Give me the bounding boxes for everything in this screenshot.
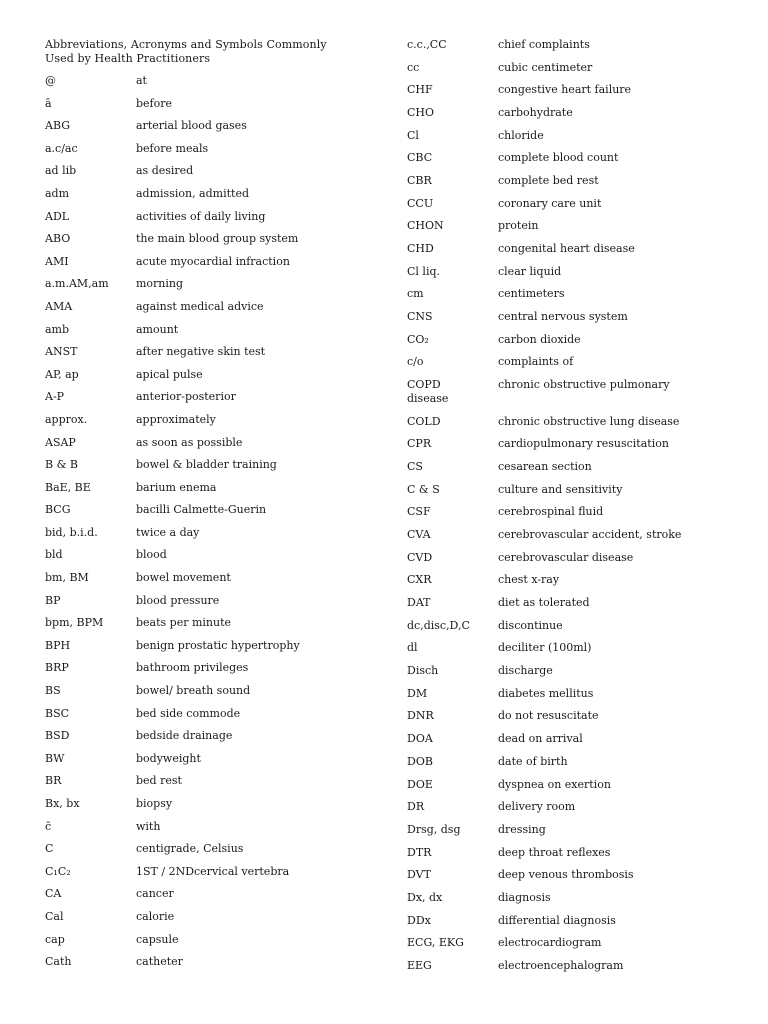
entry-definition: before meals	[136, 141, 209, 155]
entry-row	[407, 868, 737, 891]
entry-row	[407, 846, 737, 869]
entry-definition: differential diagnosis	[498, 913, 616, 927]
entry-abbreviation: DAT	[407, 596, 431, 610]
entry-abbreviation: adm	[45, 186, 70, 200]
entry-row	[407, 197, 737, 220]
entry-abbreviation: EEG	[407, 958, 432, 972]
entry-abbreviation: bld	[45, 548, 63, 562]
entry-definition: cerebrovascular disease	[498, 550, 634, 564]
entry-row	[407, 437, 737, 460]
entry-definition: calorie	[136, 909, 175, 923]
entry-definition: benign prostatic hypertrophy	[136, 638, 300, 652]
entry-row	[45, 865, 380, 888]
entry-abbreviation: Cl	[407, 128, 419, 142]
entry-definition: activities of daily living	[136, 209, 266, 223]
entry-definition: complete blood count	[498, 151, 619, 165]
entry-abbreviation: AMI	[45, 254, 69, 268]
entry-definition: capsule	[136, 932, 179, 946]
entry-definition: as soon as possible	[136, 435, 243, 449]
entry-row	[407, 106, 737, 129]
entry-row	[45, 458, 380, 481]
entry-definition: arterial blood gases	[136, 119, 247, 133]
entry-row	[45, 707, 380, 730]
entry-row	[407, 38, 737, 61]
entry-abbreviation: ADL	[45, 209, 70, 223]
entry-definition: do not resuscitate	[498, 709, 599, 723]
entry-row	[45, 142, 380, 165]
entry-row	[45, 232, 380, 255]
entry-definition: diabetes mellitus	[498, 686, 594, 700]
entry-row	[45, 639, 380, 662]
entry-row	[45, 300, 380, 323]
entry-row	[45, 594, 380, 617]
entry-definition: cerebrovascular accident, stroke	[498, 528, 682, 542]
entry-row	[45, 74, 380, 97]
entry-definition: diagnosis	[498, 890, 551, 904]
entry-abbreviation: c.c.,CC	[407, 38, 447, 51]
entry-row	[45, 503, 380, 526]
entry-definition: amount	[136, 322, 179, 336]
entry-definition: barium enema	[136, 480, 217, 494]
entry-definition: bodyweight	[136, 751, 201, 765]
entry-abbreviation: CNS	[407, 310, 433, 324]
entry-abbreviation: Cath	[45, 955, 72, 969]
entry-row	[45, 661, 380, 684]
entry-definition: admission, admitted	[136, 186, 249, 200]
entry-abbreviation: Dx, dx	[407, 890, 443, 904]
entry-row	[407, 551, 737, 574]
entry-abbreviation: BW	[45, 751, 65, 765]
entry-abbreviation: c/o	[407, 355, 424, 369]
entry-definition: congestive heart failure	[498, 83, 632, 97]
entry-row	[45, 955, 380, 978]
entry-definition: centigrade, Celsius	[136, 842, 244, 856]
entry-definition: after negative skin test	[136, 345, 266, 359]
entry-row	[45, 345, 380, 368]
entry-row	[45, 436, 380, 459]
entry-definition: with	[136, 819, 161, 833]
entry-abbreviation: CVD	[407, 550, 433, 564]
entry-definition: diet as tolerated	[498, 596, 590, 610]
entry-abbreviation: CO₂	[407, 332, 429, 346]
entry-definition: dead on arrival	[498, 732, 583, 746]
entry-row	[45, 684, 380, 707]
entry-definition: bedside drainage	[136, 729, 233, 743]
entry-row	[407, 287, 737, 310]
entry-row	[45, 119, 380, 142]
entry-abbreviation: BSC	[45, 706, 70, 720]
entry-row	[407, 596, 737, 619]
entry-row	[407, 755, 737, 778]
entry-definition: cesarean section	[498, 460, 592, 474]
entry-abbreviation: Disch	[407, 664, 439, 678]
entry-definition: discharge	[498, 664, 553, 678]
entry-row	[407, 914, 737, 937]
entry-definition: bathroom privileges	[136, 661, 249, 675]
entry-row	[407, 641, 737, 664]
entry-row	[407, 936, 737, 959]
entry-definition: bed rest	[136, 774, 182, 788]
entry-abbreviation: BP	[45, 593, 61, 607]
entry-abbreviation: dc,disc,D,C	[407, 618, 470, 632]
entry-row	[407, 823, 737, 846]
entry-abbreviation: CHD	[407, 242, 434, 256]
entry-row	[407, 959, 737, 982]
entry-definition: morning	[136, 277, 184, 291]
entry-abbreviation: CSF	[407, 505, 431, 519]
entry-definition: cubic centimeter	[498, 60, 593, 74]
entry-abbreviation: amb	[45, 322, 70, 336]
entry-abbreviation: DOE	[407, 777, 433, 791]
entry-definition: catheter	[136, 955, 183, 969]
entry-abbreviation: CVA	[407, 528, 431, 542]
entry-definition: bed side commode	[136, 706, 241, 720]
entry-abbreviation: CA	[45, 887, 62, 901]
entry-abbreviation: C & S	[407, 482, 440, 496]
entry-definition: 1ST / 2NDcervical vertebra	[136, 864, 290, 878]
entry-row	[45, 277, 380, 300]
entry-abbreviation: CS	[407, 460, 423, 474]
entry-row	[407, 265, 737, 288]
entry-row	[407, 242, 737, 265]
entry-definition: chloride	[498, 128, 544, 142]
entry-abbreviation: BSD	[45, 729, 70, 743]
entry-abbreviation: approx.	[45, 412, 88, 426]
entry-definition: bacilli Calmette-Guerin	[136, 503, 267, 517]
entry-abbreviation: CPR	[407, 437, 432, 451]
right-column	[407, 38, 737, 982]
entry-row	[407, 800, 737, 823]
entry-abbreviation: BS	[45, 684, 61, 698]
entry-row	[45, 413, 380, 436]
entry-row	[45, 774, 380, 797]
entry-row	[407, 310, 737, 333]
entry-abbreviation: BR	[45, 774, 62, 788]
entry-abbreviation: DVT	[407, 868, 431, 882]
entry-definition: coronary care unit	[498, 196, 602, 210]
entry-abbreviation: B & B	[45, 458, 78, 472]
entry-row	[407, 505, 737, 528]
entry-row	[45, 797, 380, 820]
entry-definition: clear liquid	[498, 264, 562, 278]
entry-row	[407, 732, 737, 755]
entry-definition: biopsy	[136, 797, 173, 810]
entry-definition: twice a day	[136, 525, 200, 539]
entry-definition: cancer	[136, 887, 174, 901]
entry-row	[45, 933, 380, 956]
entry-abbreviation: ECG, EKG	[407, 936, 464, 950]
entry-abbreviation: CBC	[407, 151, 433, 165]
entry-definition: acute myocardial infraction	[136, 254, 290, 268]
entry-row	[45, 481, 380, 504]
entry-row	[407, 219, 737, 242]
entry-definition: complaints of	[498, 355, 574, 369]
entry-row	[407, 333, 737, 356]
entry-abbreviation: COPD disease	[407, 378, 449, 406]
entry-abbreviation: ā	[45, 96, 52, 110]
entry-row	[45, 910, 380, 933]
entry-row	[407, 174, 737, 197]
entry-abbreviation: CXR	[407, 573, 432, 587]
entry-row	[45, 210, 380, 233]
entry-definition: deep throat reflexes	[498, 845, 611, 859]
entry-row	[407, 460, 737, 483]
entry-abbreviation: DNR	[407, 709, 434, 723]
entry-definition: blood pressure	[136, 593, 220, 607]
entry-row	[45, 820, 380, 843]
entry-definition: blood	[136, 548, 167, 562]
entry-row	[407, 415, 737, 438]
entry-abbreviation: cap	[45, 932, 65, 946]
left-column	[45, 38, 380, 978]
entry-row	[45, 616, 380, 639]
entry-row	[45, 571, 380, 594]
entry-row	[45, 526, 380, 549]
entry-row	[407, 573, 737, 596]
entry-abbreviation: CHF	[407, 83, 433, 97]
entry-abbreviation: ANST	[45, 345, 78, 359]
entry-definition: the main blood group system	[136, 232, 299, 246]
entry-row	[45, 368, 380, 391]
entry-row	[407, 378, 737, 415]
entry-row	[45, 323, 380, 346]
entry-definition: electroencephalogram	[498, 958, 624, 972]
entry-abbreviation: Cl liq.	[407, 264, 441, 278]
entry-abbreviation: C	[45, 842, 54, 856]
entry-row	[407, 709, 737, 732]
entry-abbreviation: DR	[407, 800, 425, 814]
entry-abbreviation: ASAP	[45, 435, 76, 449]
entry-row	[407, 619, 737, 642]
entry-abbreviation: DOB	[407, 754, 433, 768]
entry-definition: as desired	[136, 164, 194, 178]
entry-row	[45, 842, 380, 865]
entry-row	[407, 83, 737, 106]
entry-definition: approximately	[136, 412, 216, 426]
entry-definition: chronic obstructive lung disease	[498, 414, 680, 428]
entry-definition: carbohydrate	[498, 106, 573, 120]
entry-abbreviation: Bx, bx	[45, 797, 80, 810]
entry-abbreviation: BCG	[45, 503, 71, 517]
entry-definition: centimeters	[498, 287, 565, 301]
entry-abbreviation: CHO	[407, 106, 435, 120]
entry-row	[45, 164, 380, 187]
entry-row	[45, 187, 380, 210]
entry-row	[407, 151, 737, 174]
entry-definition: central nervous system	[498, 310, 628, 324]
entry-row	[407, 778, 737, 801]
entry-abbreviation: bid, b.i.d.	[45, 525, 98, 539]
entry-row	[45, 887, 380, 910]
entry-abbreviation: A-P	[45, 390, 65, 404]
entry-definition: anterior-posterior	[136, 390, 236, 404]
entry-definition: chief complaints	[498, 38, 590, 51]
entry-definition: beats per minute	[136, 616, 232, 630]
right-entry-list	[407, 38, 737, 982]
entry-abbreviation: ABG	[45, 119, 71, 133]
entry-row	[407, 891, 737, 914]
left-entry-list	[45, 74, 380, 978]
entry-row	[407, 483, 737, 506]
entry-definition: date of birth	[498, 754, 568, 768]
entry-row	[45, 729, 380, 752]
entry-abbreviation: cc	[407, 60, 420, 74]
entry-definition: dyspnea on exertion	[498, 777, 611, 791]
entry-abbreviation: DOA	[407, 732, 433, 746]
entry-definition: chest x-ray	[498, 573, 560, 587]
entry-definition: discontinue	[498, 618, 563, 632]
entry-abbreviation: AMA	[45, 299, 73, 313]
entry-abbreviation: a.m.AM,am	[45, 277, 109, 291]
entry-row	[45, 255, 380, 278]
entry-definition: cardiopulmonary resuscitation	[498, 437, 669, 451]
entry-definition: bowel & bladder training	[136, 458, 277, 472]
document-title: Abbreviations, Acronyms and Symbols Commonly Used by Health Practitioners	[45, 38, 327, 65]
entry-row	[407, 355, 737, 378]
entry-row	[45, 97, 380, 120]
entry-abbreviation: dl	[407, 641, 418, 655]
entry-definition: against medical advice	[136, 299, 264, 313]
entry-abbreviation: BRP	[45, 661, 69, 675]
entry-abbreviation: CHON	[407, 219, 444, 233]
entry-abbreviation: AP, ap	[45, 367, 79, 381]
entry-definition: before	[136, 96, 173, 110]
entry-abbreviation: bm, BM	[45, 571, 89, 585]
entry-row	[45, 548, 380, 571]
entry-abbreviation: Cal	[45, 909, 64, 923]
entry-abbreviation: COLD	[407, 414, 441, 428]
entry-abbreviation: @	[45, 74, 56, 87]
entry-definition: deciliter (100ml)	[498, 641, 592, 655]
entry-abbreviation: BPH	[45, 638, 71, 652]
entry-definition: apical pulse	[136, 367, 203, 381]
entry-abbreviation: cm	[407, 287, 424, 301]
entry-abbreviation: CBR	[407, 174, 432, 188]
entry-definition: bowel movement	[136, 571, 231, 585]
entry-abbreviation: bpm, BPM	[45, 616, 104, 630]
entry-definition: dressing	[498, 822, 546, 836]
entry-abbreviation: DM	[407, 686, 428, 700]
entry-abbreviation: a.c/ac	[45, 141, 78, 155]
entry-row	[407, 61, 737, 84]
entry-abbreviation: CCU	[407, 196, 434, 210]
entry-definition: congenital heart disease	[498, 242, 635, 256]
entry-definition: carbon dioxide	[498, 332, 581, 346]
entry-row	[407, 664, 737, 687]
entry-row	[45, 752, 380, 775]
entry-definition: protein	[498, 219, 539, 233]
entry-abbreviation: ad lib	[45, 164, 77, 178]
entry-definition: culture and sensitivity	[498, 482, 623, 496]
entry-definition: delivery room	[498, 800, 576, 814]
entry-abbreviation: ABO	[45, 232, 71, 246]
entry-definition: complete bed rest	[498, 174, 599, 188]
entry-definition: chronic obstructive pulmonary	[498, 378, 670, 392]
entry-abbreviation: c̄	[45, 819, 52, 833]
entry-row	[407, 687, 737, 710]
entry-row	[407, 528, 737, 551]
entry-definition: at	[136, 74, 147, 87]
entry-definition: cerebrospinal fluid	[498, 505, 604, 519]
entry-definition: deep venous thrombosis	[498, 868, 634, 882]
entry-abbreviation: DDx	[407, 913, 431, 927]
entry-abbreviation: C₁C₂	[45, 864, 71, 878]
entry-abbreviation: BaE, BE	[45, 480, 91, 494]
entry-definition: electrocardiogram	[498, 936, 602, 950]
entry-abbreviation: DTR	[407, 845, 432, 859]
entry-row	[45, 390, 380, 413]
entry-abbreviation: Drsg, dsg	[407, 822, 461, 836]
entry-row	[407, 129, 737, 152]
entry-definition: bowel/ breath sound	[136, 684, 251, 698]
